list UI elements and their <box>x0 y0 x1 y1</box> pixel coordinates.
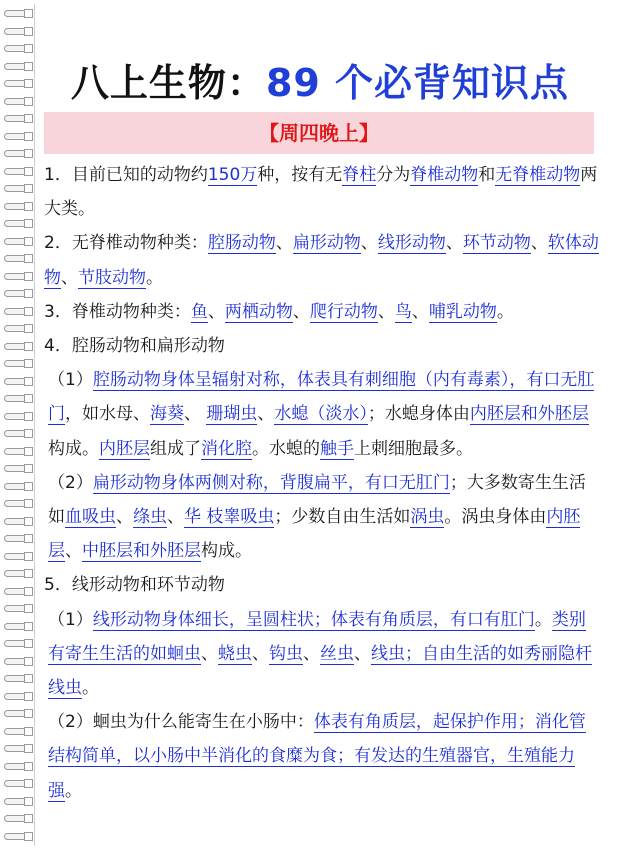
key-term: 内胚层 <box>48 507 581 562</box>
binding-ring <box>4 586 34 595</box>
knowledge-paragraph <box>44 705 600 808</box>
key-term: 类别有寄生生活的如蛔虫 <box>48 609 586 664</box>
binding-ring <box>4 778 34 787</box>
key-term: 腔肠动物身体呈辐射对称，体表具有刺细胞（内有毒素），有口无肛门 <box>48 370 595 425</box>
knowledge-paragraph <box>44 568 600 602</box>
binding-ring <box>4 533 34 542</box>
paragraph-text: 、 <box>65 541 82 562</box>
paragraph-text: 上刺细胞最多。 <box>354 438 473 459</box>
paragraph-text: 、 <box>445 233 463 254</box>
binding-ring <box>4 43 34 52</box>
paragraph-text: （2） <box>48 472 93 493</box>
binding-ring <box>4 813 34 822</box>
paragraph-text: 4．腔肠动物和扁形动物 <box>44 336 225 357</box>
paragraph-text: 和 <box>478 165 496 185</box>
key-term: 涡虫 <box>410 507 445 528</box>
binding-ring <box>4 691 34 700</box>
key-term: 蛲虫 <box>218 643 252 664</box>
title-highlight: 89 个必背知识点 <box>265 61 570 105</box>
binding-ring <box>4 341 34 350</box>
binding-ring <box>4 498 34 507</box>
binding-ring <box>4 603 34 612</box>
binding-ring <box>4 131 34 140</box>
paragraph-text: （1） <box>48 370 93 391</box>
paragraph-text: 组成了 <box>150 438 201 459</box>
paragraph-text: 3．脊椎动物种类： <box>44 301 191 322</box>
paragraph-text: 、 <box>360 233 378 254</box>
binding-ring <box>4 568 34 577</box>
paragraph-text: 5．线形动物和环节动物 <box>44 575 225 596</box>
key-term: 脊柱 <box>342 165 377 185</box>
paragraph-text: （1） <box>48 609 93 630</box>
key-term: 脊椎动物 <box>410 165 479 185</box>
knowledge-paragraph <box>44 363 600 466</box>
knowledge-paragraph <box>44 329 600 363</box>
key-term: 钩虫 <box>269 643 303 664</box>
paragraph-text: 、 <box>411 301 429 322</box>
binding-ring <box>4 323 34 332</box>
knowledge-paragraph <box>44 466 600 569</box>
key-term: 中胚层和外胚层 <box>82 541 201 562</box>
paragraph-text: 2．无脊椎动物种类： <box>44 233 208 254</box>
section-banner: 【周四晚上】 <box>44 112 594 154</box>
binding-ring <box>4 253 34 262</box>
key-term: 无脊椎动物 <box>495 165 581 185</box>
binding-ring <box>4 516 34 525</box>
binding-ring <box>4 463 34 472</box>
paragraph-text: 分为 <box>376 165 411 185</box>
paragraph-text: 1．目前已知的动物约 <box>44 165 208 185</box>
paragraph-text: 、 <box>184 404 207 425</box>
binding-ring <box>4 26 34 35</box>
key-term: 水螅（淡水） <box>274 404 368 425</box>
paragraph-text: 。 <box>534 609 552 630</box>
paragraph-text: 构成。 <box>48 438 99 459</box>
binding-ring <box>4 428 34 437</box>
paragraph-text: ，如水母、 <box>65 404 150 425</box>
knowledge-paragraph <box>44 295 600 329</box>
binding-ring <box>4 393 34 402</box>
binding-ring <box>4 288 34 297</box>
binding-ring <box>4 358 34 367</box>
binding-ring <box>4 411 34 420</box>
binding-ring <box>4 761 34 770</box>
binding-ring <box>4 113 34 122</box>
paragraph-text: 、 <box>292 301 310 322</box>
paragraph-text: 、 <box>61 267 78 288</box>
key-term: 爬行动物 <box>309 301 378 322</box>
key-term: 体表有角质层，起保护作用；消化管结构简单，以小肠中半消化的食糜为食；有发达的生殖器官，生殖能力强 <box>48 712 586 801</box>
paragraph-text: 、 <box>116 507 133 528</box>
binding-ring <box>4 726 34 735</box>
paragraph-text: 、 <box>252 643 269 664</box>
page-title <box>0 52 640 107</box>
paragraph-text: 。涡虫身体由 <box>444 507 547 528</box>
paragraph-text: 。 <box>82 678 99 699</box>
paragraph-text: ；水螅身体由 <box>367 404 470 425</box>
key-term: 消化腔 <box>201 438 252 459</box>
key-term: 珊瑚虫 <box>206 404 258 425</box>
key-term: 两栖动物 <box>224 301 293 322</box>
binding-ring <box>4 673 34 682</box>
paragraph-text: 、 <box>257 404 275 425</box>
key-term: 鸟 <box>394 301 412 322</box>
binding-ring <box>4 166 34 175</box>
knowledge-content <box>44 158 600 808</box>
binding-ring <box>4 148 34 157</box>
paragraph-text: 、 <box>275 233 293 254</box>
key-term: 线虫；自由生活的如秀丽隐杆线虫 <box>48 643 592 699</box>
binding-ring <box>4 831 34 840</box>
key-term: 150万 <box>207 165 258 185</box>
key-term: 扁形动物 <box>292 233 361 254</box>
key-term: 丝虫 <box>320 643 354 664</box>
binding-ring <box>4 201 34 210</box>
binding-ring <box>4 183 34 192</box>
binding-ring <box>4 656 34 665</box>
paragraph-text: 。 <box>65 780 82 801</box>
paragraph-text: ；少数自由生活如 <box>274 507 411 528</box>
binding-ring <box>4 8 34 17</box>
key-term: 哺乳动物 <box>428 301 497 322</box>
binding-ring <box>4 446 34 455</box>
key-term: 华 枝睾吸虫 <box>184 507 275 528</box>
binding-ring <box>4 271 34 280</box>
binding-ring <box>4 743 34 752</box>
binding-ring <box>4 306 34 315</box>
key-term: 软体动物 <box>44 233 599 288</box>
binding-ring <box>4 551 34 560</box>
key-term: 线形动物身体细长，呈圆柱状；体表有角质层，有口有肛门 <box>92 609 535 630</box>
binding-ring <box>4 796 34 805</box>
binding-ring <box>4 218 34 227</box>
binding-ring <box>4 638 34 647</box>
key-term: 海葵 <box>150 404 184 425</box>
key-term: 鱼 <box>190 301 208 322</box>
binding-ring <box>4 376 34 385</box>
paragraph-text: 。 <box>146 267 163 288</box>
paragraph-text: 两大类。 <box>44 165 598 220</box>
paragraph-text: ；大多数寄生生活如 <box>48 472 586 528</box>
paragraph-text: 、 <box>167 507 184 528</box>
key-term: 绦虫 <box>133 507 167 528</box>
paragraph-text: 构成。 <box>201 541 252 562</box>
paragraph-text: 种，按有无 <box>257 165 343 185</box>
key-term: 血吸虫 <box>65 507 116 528</box>
key-term: 扁形动物身体两侧对称，背腹扁平，有口无肛门 <box>92 472 450 493</box>
knowledge-paragraph <box>44 603 600 706</box>
binding-ring <box>4 621 34 630</box>
paragraph-text: 、 <box>201 643 218 664</box>
paragraph-text: 。 <box>496 301 514 322</box>
paragraph-text: 。水螅的 <box>252 438 320 459</box>
paragraph-text: 、 <box>377 301 395 322</box>
knowledge-paragraph <box>44 226 600 294</box>
paragraph-text: 、 <box>303 643 320 664</box>
binding-ring <box>4 481 34 490</box>
key-term: 节肢动物 <box>78 267 146 288</box>
title-prefix: 八上生物： <box>70 61 266 105</box>
key-term: 线形动物 <box>377 233 446 254</box>
key-term: 腔肠动物 <box>207 233 276 254</box>
binding-ring <box>4 708 34 717</box>
paragraph-text: 、 <box>354 643 371 664</box>
key-term: 环节动物 <box>462 233 531 254</box>
knowledge-paragraph <box>44 158 600 226</box>
paragraph-text: 、 <box>207 301 225 322</box>
paragraph-text: （2）蛔虫为什么能寄生在小肠中： <box>48 712 314 733</box>
key-term: 内胚层 <box>99 438 150 459</box>
key-term: 触手 <box>320 438 354 459</box>
binding-ring <box>4 236 34 245</box>
key-term: 内胚层和外胚层 <box>469 404 589 425</box>
paragraph-text: 、 <box>530 233 548 254</box>
